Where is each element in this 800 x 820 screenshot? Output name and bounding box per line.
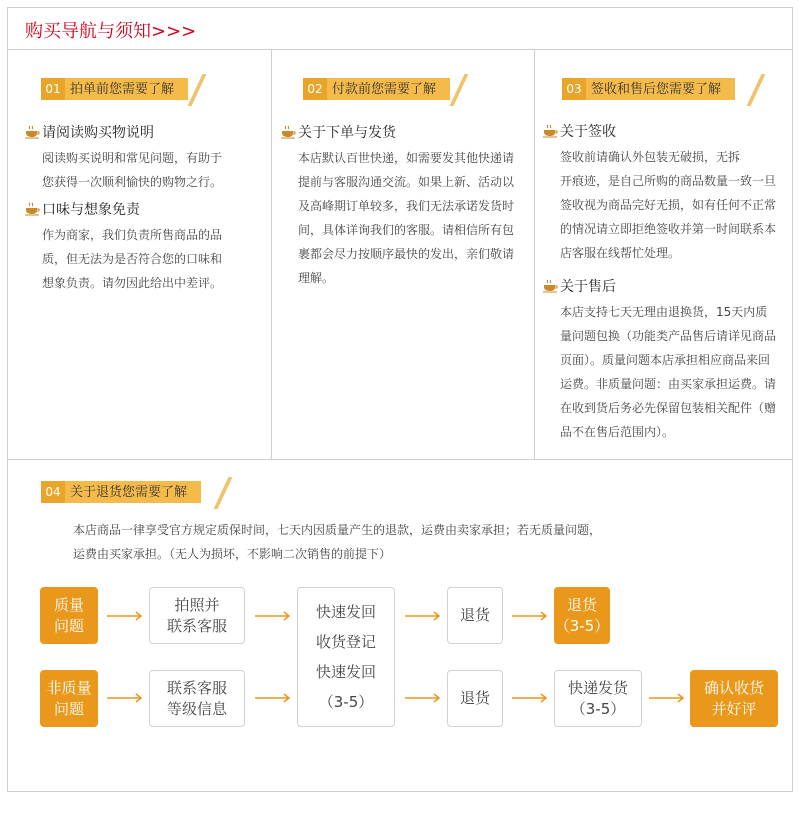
- guide-item-line: 提前与客服沟通交流。如果上新、活动以: [298, 175, 515, 189]
- header: [8, 8, 792, 50]
- guide-item-line: 开痕迹，是自己所购的商品数量一致一旦: [560, 174, 777, 188]
- guide-columns: [8, 50, 792, 460]
- section-number: 01: [41, 78, 65, 100]
- section-before-payment: [272, 50, 535, 460]
- return-process-step: 快速发回: [315, 603, 376, 621]
- guide-item-line: 本店默认百世快递，如需要发其他快递请: [298, 151, 515, 165]
- return-process-step: 快速发回: [315, 663, 376, 681]
- guide-item-line: 签收前请确认外包装无破损，无拆: [560, 150, 741, 164]
- guide-item-line: 裹都会尽力按顺序最快的发出，亲们敬请: [298, 247, 515, 261]
- coffee-cup-icon: [543, 279, 558, 293]
- tag-slash-decoration: [450, 74, 469, 106]
- guide-item-line: 及高峰期订单较多，我们无法承诺发货时: [298, 199, 515, 213]
- coffee-cup-icon: [543, 124, 558, 138]
- arrow-right-icon: [255, 693, 291, 703]
- guide-item-line: 量问题包换（功能类产品售后请详见商品: [560, 329, 777, 343]
- returns-intro-line: 运费由买家承担。（无人为损坏，不影响二次销售的前提下）: [73, 547, 392, 561]
- express-ship-box: 快递发货 （3-5）: [554, 670, 642, 727]
- returns-intro-line: 本店商品一律享受官方规定质保时间，七天内因质量产生的退款，运费由卖家承担；若无质量问题，: [73, 523, 602, 537]
- page-title: 购买导航与须知>>>: [25, 21, 197, 42]
- guide-item: [25, 122, 222, 194]
- tag-slash-decoration: [214, 477, 233, 509]
- guide-item-heading: 关于下单与发货: [298, 125, 396, 141]
- guide-item-line: 品不在售后范围内）。: [560, 425, 675, 439]
- section-number: 02: [303, 78, 327, 100]
- purchase-guide-panel: [7, 7, 793, 792]
- quality-issue-box: 质量 问题: [40, 587, 98, 644]
- arrow-right-icon: [649, 693, 685, 703]
- arrow-right-icon: [405, 611, 441, 621]
- coffee-cup-icon: [25, 202, 40, 216]
- guide-item-line: 的情况请立即拒绝签收并第一时间联系本: [560, 222, 777, 236]
- section-tag-label: 关于退货您需要了解: [70, 485, 188, 500]
- return-process-step: （3-5）: [318, 693, 374, 711]
- coffee-cup-icon: [281, 125, 296, 139]
- guide-item-line: 质，但无法为是否符合您的口味和: [42, 252, 223, 266]
- photo-contact-box: 拍照并 联系客服: [149, 587, 245, 644]
- confirm-receipt-box: 确认收货 并好评: [690, 670, 778, 727]
- arrow-right-icon: [512, 693, 548, 703]
- guide-item-line: 在收到货后务必先保留包装相关配件（赠: [560, 401, 777, 415]
- return-process-step: 收货登记: [315, 633, 376, 651]
- non-quality-issue-box: 非质量 问题: [40, 670, 98, 727]
- guide-item-line: 签收视为商品完好无损，如有任何不正常: [560, 198, 777, 212]
- section-number: 03: [562, 78, 586, 100]
- guide-item-line: 运费。非质量问题：由买家承担运费。请: [560, 377, 777, 391]
- section-tag-label: 付款前您需要了解: [332, 82, 437, 97]
- section-receipt-aftersales: [535, 50, 792, 460]
- guide-item: [25, 199, 222, 295]
- tag-slash-decoration: [747, 74, 766, 106]
- returns-intro: [73, 518, 633, 566]
- arrow-right-icon: [255, 611, 291, 621]
- guide-item-line: 本店支持七天无理由退换货，15天内质: [560, 305, 768, 319]
- guide-item-heading: 请阅读购买物说明: [42, 125, 154, 141]
- section-before-order: [8, 50, 272, 460]
- guide-item-line: 店客服在线帮忙处理。: [560, 246, 681, 260]
- tag-slash-decoration: [188, 74, 207, 106]
- guide-item-heading: 口味与想象免责: [42, 202, 140, 218]
- arrow-right-icon: [405, 693, 441, 703]
- refund-box: 退货: [447, 670, 503, 727]
- guide-item-line: 作为商家，我们负责所售商品的品: [42, 228, 223, 242]
- section-tag-label: 拍单前您需要了解: [70, 82, 175, 97]
- guide-item-heading: 关于售后: [560, 279, 616, 295]
- guide-item: [543, 121, 776, 265]
- refund-complete-box: 退货 （3-5）: [554, 587, 610, 644]
- guide-item-line: 页面）。质量问题本店承担相应商品来回: [560, 353, 771, 367]
- guide-item-line: 阅读购买说明和常见问题，有助于: [42, 151, 223, 165]
- arrow-right-icon: [512, 611, 548, 621]
- guide-item-line: 想象负责。请勿因此给出中差评。: [42, 276, 223, 290]
- guide-item: [281, 122, 514, 290]
- guide-item: [543, 276, 776, 444]
- return-process-box: [297, 587, 395, 727]
- coffee-cup-icon: [25, 125, 40, 139]
- section-returns: [8, 460, 792, 791]
- section-number: 04: [41, 481, 65, 503]
- contact-register-box: 联系客服 等级信息: [149, 670, 245, 727]
- guide-item-line: 您获得一次顺利愉快的购物之行。: [42, 175, 223, 189]
- guide-item-heading: 关于签收: [560, 124, 616, 140]
- guide-item-line: 间，具体详询我们的客服。请相信所有包: [298, 223, 515, 237]
- section-tag-label: 签收和售后您需要了解: [591, 82, 722, 97]
- arrow-right-icon: [107, 693, 143, 703]
- guide-item-line: 理解。: [298, 271, 335, 285]
- arrow-right-icon: [107, 611, 143, 621]
- refund-box: 退货: [447, 587, 503, 644]
